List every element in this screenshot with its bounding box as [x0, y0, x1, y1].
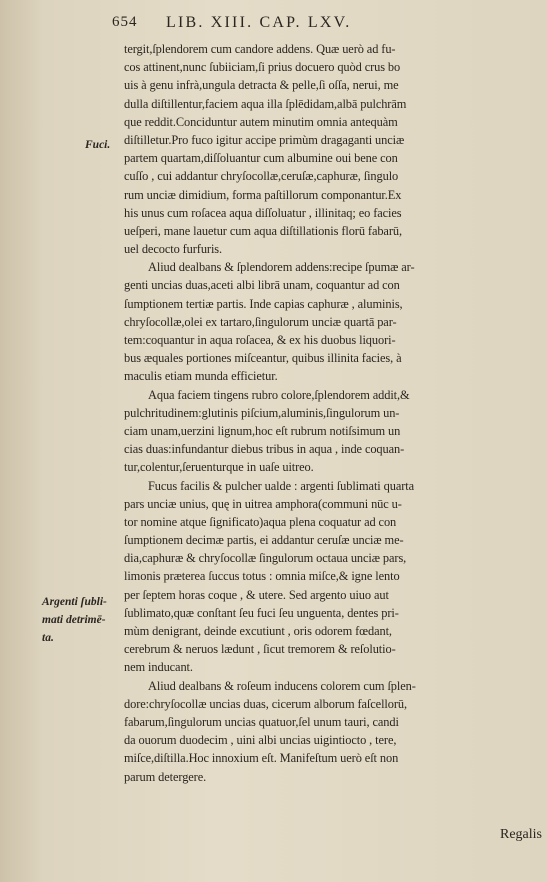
- text-line: cos attinent,nunc ſubiiciam,ſi prius docuero quòd crus bo: [124, 60, 401, 75]
- text-line: Aliud dealbans & roſeum inducens colorem cum ſplen-: [148, 678, 416, 693]
- margin-note-fuci: Fuci.: [85, 139, 111, 151]
- text-line: tur,colentur,ſeruenturque in uaſe uitreo.: [124, 460, 314, 475]
- text-line: tergit,ſplendorem cum candore addens. Quæ uerò ad fu-: [124, 42, 396, 56]
- body-text: [124, 40, 547, 786]
- text-line: partem quartam,diſſoluantur cum albumine oui bene con: [124, 151, 398, 166]
- text-line: bus æquales portiones miſceantur, quibus illinita facies, à: [124, 351, 402, 366]
- margin-note-argenti-2: mati detrimē-: [42, 614, 106, 626]
- text-line: mùm denigrant, deinde excutiunt , oris odorem fœdant,: [124, 624, 392, 638]
- page-number: 654: [112, 14, 138, 30]
- text-line: tor nomine atque ſignificato)aqua plena coquatur ad con: [124, 514, 397, 529]
- text-line: genti uncias duas,aceti albi librā unam, coquantur ad con: [124, 278, 400, 293]
- text-line: ſumptionem decimæ partis, ei addantur ceruſæ unciæ me-: [124, 533, 404, 548]
- text-line: Fucus facilis & pulcher ualde : argenti ſublimati quarta: [148, 478, 415, 493]
- text-line: ſumptionem tertiæ partis. Inde capias caphuræ , aluminis,: [124, 296, 403, 311]
- text-line: cerebrum & neruos lædunt , ſicut tremorem & reſolutio-: [124, 642, 396, 657]
- text-line: uis à genu infrà,ungula detracta & pelle,ſi oſſa, nerui, me: [124, 78, 399, 93]
- text-line: tem:coquantur in aqua roſacea, & ex his duobus liquori-: [124, 333, 396, 347]
- text-line: fabarum,ſingulorum uncias quatuor,ſel unum tauri, candi: [124, 714, 399, 729]
- text-line: cias duas:infundantur diebus tribus in aqua , inde coquan-: [124, 442, 405, 457]
- text-line: maculis etiam munda efficietur.: [124, 369, 278, 384]
- text-line: uel decocto furfuris.: [124, 242, 223, 257]
- text-line: dore:chryſocollæ uncias duas, cicerum alborum faſcellorū,: [124, 696, 407, 711]
- text-line: cuſſo , cui addantur chryſocollæ,ceruſæ,caphuræ, ſingulo: [124, 169, 399, 184]
- text-line: pulchritudinem:glutinis piſcium,aluminis,ſingulorum un-: [124, 405, 400, 420]
- text-line: miſce,diſtilla.Hoc innoxium eſt. Manifeſtum uerò eſt non: [124, 751, 399, 766]
- text-line: Aliud dealbans & ſplendorem addens:recipe ſpumæ ar-: [148, 260, 415, 275]
- text-line: parum detergere.: [124, 769, 207, 784]
- margin-note-argenti-3: ta.: [42, 632, 54, 644]
- text-line: nem inducant.: [124, 660, 193, 675]
- text-line: da ouorum duodecim , uini albi uncias uigintiocto , tere,: [124, 733, 397, 748]
- text-line: diſtilletur.Pro fuco igitur accipe primùm dragaganti unciæ: [124, 132, 405, 147]
- text-line: que reddit.Conciduntur autem minutim omnia antequàm: [124, 114, 398, 129]
- text-line: pars unciæ unius, quę in uitrea amphora(communi nūc u-: [124, 496, 402, 511]
- running-title: LIB. XIII. CAP. LXV.: [166, 14, 352, 31]
- text-line: dia,caphuræ & chryſocollæ ſingulorum octaua unciæ pars,: [124, 551, 407, 566]
- text-line: ueſperi, mane lauetur cum aqua diſtillationis florū fabarū,: [124, 223, 402, 238]
- text-line: dulla diſtillentur,faciem aqua illa ſplēdidam,albā pulchrām: [124, 96, 407, 111]
- margin-note-argenti-1: Argenti ſubli-: [42, 596, 107, 608]
- text-line: limonis præterea ſuccus totus : omnia miſce,& igne lento: [124, 569, 400, 584]
- page-header: [112, 14, 542, 36]
- text-line: rum unciæ dimidium, forma paſtillorum componantur.Ex: [124, 187, 402, 202]
- text-line: ſublimato,quæ conſtant ſeu fuci ſeu unguenta, dentes pri-: [124, 605, 399, 620]
- catchword: Regalis: [500, 827, 542, 842]
- text-line: his unus cum roſacea aqua diſſoluatur , illinitaq; eo facies: [124, 205, 402, 220]
- text-line: ciam unam,uerzini lignum,hoc eſt rubrum notiſsimum un: [124, 423, 401, 438]
- text-line: chryſocollæ,olei ex tartaro,ſingulorum unciæ quartā par-: [124, 314, 397, 329]
- text-line: per ſeptem horas coque , & utere. Sed argento uiuo aut: [124, 587, 389, 602]
- text-line: Aqua faciem tingens rubro colore,ſplendorem addit,&: [148, 387, 410, 402]
